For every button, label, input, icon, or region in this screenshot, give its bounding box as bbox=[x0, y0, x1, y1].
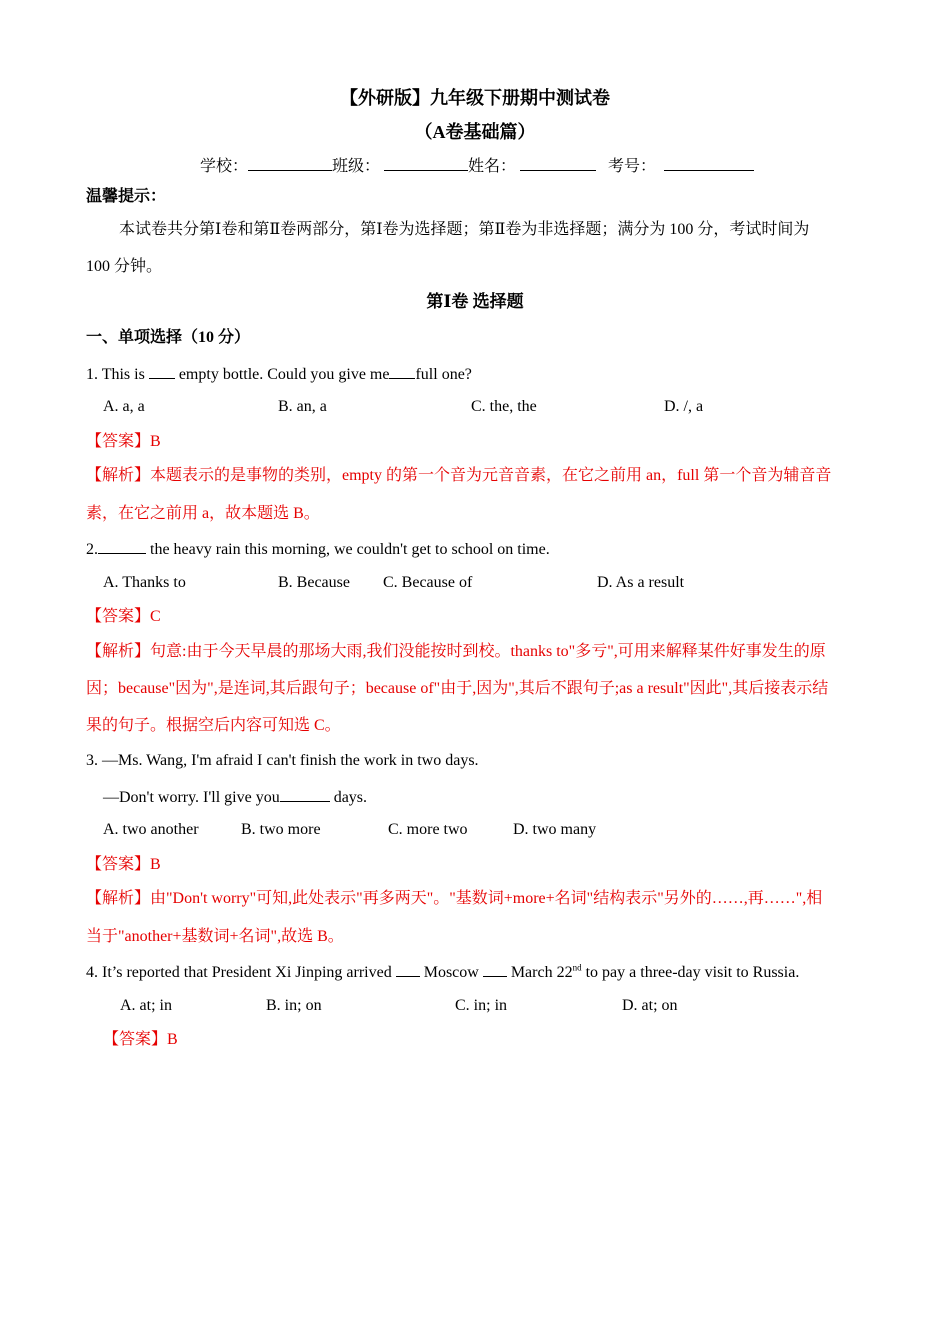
q2-answer: 【答案】C bbox=[86, 608, 161, 625]
part1-title: 第Ⅰ卷 选择题 bbox=[426, 292, 524, 311]
page-title: 【外研版】九年级下册期中测试卷 bbox=[340, 88, 610, 108]
q2-stem-part1: 2. bbox=[86, 541, 98, 558]
class-blank bbox=[384, 155, 468, 171]
q2-option-b: B. Because bbox=[278, 574, 350, 591]
q1-option-c: C. the, the bbox=[471, 398, 537, 415]
q3-blank bbox=[280, 786, 330, 802]
student-info-row bbox=[200, 155, 754, 177]
q3-stem-part2: —Don't worry. I'll give you bbox=[103, 789, 280, 806]
class-label: 班级： bbox=[332, 158, 381, 175]
q1-option-b: B. an, a bbox=[278, 398, 327, 415]
exam-no-blank bbox=[664, 155, 754, 171]
q2-analysis-line-1: 【解析】句意:由于今天早晨的那场大雨,我们没能按时到校。thanks to"多亏",可用来解释某件好事发生的原 bbox=[86, 643, 826, 660]
notice-line-2: 100 分钟。 bbox=[86, 258, 163, 275]
q1-analysis-line-2: 素，在它之前用 a，故本题选 B。 bbox=[86, 505, 320, 522]
q4-option-d: D. at; on bbox=[622, 997, 678, 1014]
q4-answer: 【答案】B bbox=[103, 1031, 178, 1048]
q4-blank-2 bbox=[483, 961, 507, 977]
section-title: 一、单项选择（10 分） bbox=[86, 329, 251, 346]
q3-option-d: D. two many bbox=[513, 821, 597, 838]
page-subtitle: （A卷基础篇） bbox=[414, 122, 536, 142]
q1-stem bbox=[86, 363, 472, 385]
q3-option-b: B. two more bbox=[241, 821, 321, 838]
q2-stem-part2: the heavy rain this morning, we couldn't get to school on time. bbox=[146, 541, 550, 558]
q2-stem bbox=[86, 538, 550, 560]
q3-stem-part3: days. bbox=[329, 789, 368, 806]
q4-stem bbox=[86, 961, 799, 983]
q1-stem-part3: full one? bbox=[415, 366, 472, 383]
q1-stem-part1: 1. This is bbox=[86, 366, 149, 383]
q4-stem-part1: 4. It’s reported that President Xi Jinping arrived bbox=[86, 964, 396, 981]
q4-stem-part3: March 22 bbox=[506, 964, 573, 981]
q4-option-a: A. at; in bbox=[120, 997, 172, 1014]
q2-blank bbox=[98, 538, 146, 554]
notice-line-1: 本试卷共分第Ⅰ卷和第Ⅱ卷两部分，第Ⅰ卷为选择题；第Ⅱ卷为非选择题；满分为 100 分，考试时间为 bbox=[119, 221, 810, 238]
q4-option-c: C. in; in bbox=[455, 997, 508, 1014]
school-blank bbox=[248, 155, 332, 171]
q2-analysis-line-3: 果的句子。根据空后内容可知选 C。 bbox=[86, 717, 341, 734]
school-label: 学校： bbox=[200, 158, 249, 175]
notice-heading: 温馨提示： bbox=[86, 188, 167, 205]
q2-option-c: C. Because of bbox=[383, 574, 473, 591]
q3-answer: 【答案】B bbox=[86, 856, 161, 873]
q3-stem-line-1: 3. —Ms. Wang, I'm afraid I can't finish the work in two days. bbox=[86, 752, 479, 769]
q4-stem-superscript: nd bbox=[572, 962, 582, 973]
q4-blank-1 bbox=[396, 961, 420, 977]
q1-blank-1 bbox=[149, 363, 175, 379]
q1-blank-2 bbox=[389, 363, 415, 379]
name-label: 姓名： bbox=[468, 158, 517, 175]
q4-option-b: B. in; on bbox=[266, 997, 322, 1014]
q4-stem-part4: to pay a three-day visit to Russia. bbox=[581, 964, 800, 981]
q1-answer: 【答案】B bbox=[86, 433, 161, 450]
q2-option-a: A. Thanks to bbox=[103, 574, 186, 591]
q1-option-d: D. /, a bbox=[664, 398, 704, 415]
q1-stem-part2: empty bottle. Could you give me bbox=[174, 366, 390, 383]
q2-analysis-line-2: 因；because"因为",是连词,其后跟句子；because of"由于,因为",其后不跟句子;as a result"因此",其后接表示结 bbox=[86, 680, 829, 697]
name-blank bbox=[520, 155, 596, 171]
q3-option-c: C. more two bbox=[388, 821, 468, 838]
q1-analysis-line-1: 【解析】本题表示的是事物的类别，empty 的第一个音为元音音素，在它之前用 an，full 第一个音为辅音音 bbox=[86, 467, 832, 484]
q1-option-a: A. a, a bbox=[103, 398, 145, 415]
exam-no-label: 考号： bbox=[608, 158, 657, 175]
q3-option-a: A. two another bbox=[103, 821, 199, 838]
q2-option-d: D. As a result bbox=[597, 574, 685, 591]
q3-analysis-line-2: 当于"another+基数词+名词",故选 B。 bbox=[86, 928, 344, 945]
q3-analysis-line-1: 【解析】由"Don't worry"可知,此处表示"再多两天"。"基数词+more+名词"结构表示"另外的……,再……",相 bbox=[86, 890, 823, 907]
q4-stem-part2: Moscow bbox=[419, 964, 483, 981]
q3-stem-line-2 bbox=[103, 786, 367, 808]
